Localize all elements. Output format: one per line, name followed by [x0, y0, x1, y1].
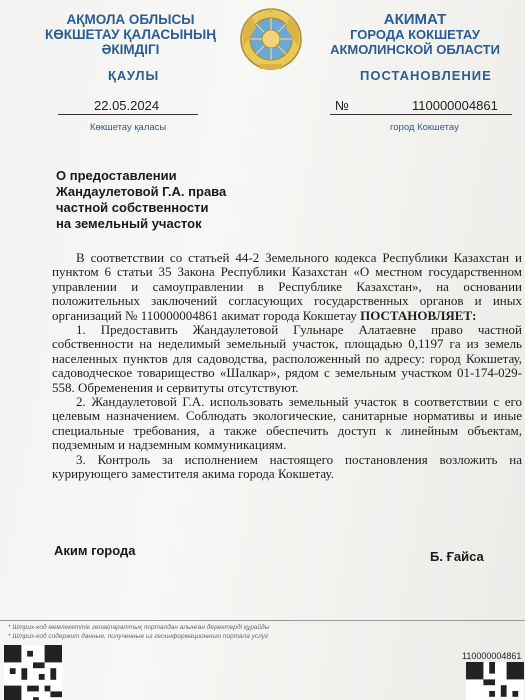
signatory-name: Б. Ғайса: [430, 549, 484, 564]
document-date: 22.05.2024: [94, 98, 160, 113]
number-underline: [330, 114, 512, 115]
document-title: [56, 168, 226, 232]
item-2-paragraph: 2. Жандаулетовой Г.А. использовать земельный участок в соответствии с его целевым назначением. Соблюдать экологические, санитарные нормативы и иные специальные требования, а также обеспечить доступ к линейным объектам, подземным и надземным коммуникациям.: [52, 394, 522, 453]
number-label: №: [335, 98, 349, 113]
header-left-line3: ӘКІМДІГІ: [101, 42, 160, 57]
header-right-line2: ГОРОДА КОКШЕТАУ: [350, 27, 480, 42]
footer-note-kazakh: * Штрих-код мемлекеттік геоақпараттық порталдан алынған деректерді құрайды: [8, 624, 270, 631]
kazakhstan-state-emblem-icon: [238, 6, 304, 72]
city-kazakh: Көкшетау қаласы: [90, 122, 167, 133]
header-left-line1: АҚМОЛА ОБЛЫСЫ: [66, 12, 195, 27]
title-line4: на земельный участок: [56, 216, 202, 231]
header-right-russian: [320, 12, 510, 57]
footer-number: 110000004861: [462, 651, 522, 661]
title-line2: Жандаулетовой Г.А. права: [56, 184, 227, 199]
qr-code-icon: [466, 662, 524, 700]
date-underline: [58, 114, 198, 115]
resolves-text: ПОСТАНОВЛЯЕТ:: [360, 307, 477, 323]
doc-type-kazakh: ҚАУЛЫ: [108, 68, 160, 83]
preamble-paragraph: [52, 251, 522, 323]
header-left-kazakh: [28, 12, 233, 57]
qr-code-icon: [4, 645, 62, 700]
title-line1: О предоставлении: [56, 168, 177, 183]
signatory-position: Аким города: [54, 543, 136, 558]
footer-note-russian: * Штрих-код содержит данные, полученные из геоинформационного портала услуг: [8, 633, 269, 640]
document-number: 110000004861: [412, 98, 498, 113]
document-body: [52, 251, 522, 482]
city-russian: город Кокшетау: [390, 122, 459, 133]
doc-type-russian: ПОСТАНОВЛЕНИЕ: [360, 68, 492, 83]
item-1-paragraph: 1. Предоставить Жандаулетовой Гульнаре Алатаевне право частной собственности на неделимый земельный участок, площадью 0,1197 га из земель населенных пунктов для садоводства, расположенный по адресу: город Кокшетау, садоводческое товарищество «Шалкар», рядом с земельным участком 01-174-029-558. Обременения и сервитуты отсутствуют.: [52, 322, 522, 395]
title-line3: частной собственности: [56, 200, 209, 215]
header-left-line2: КӨКШЕТАУ ҚАЛАСЫНЫҢ: [44, 27, 217, 42]
header-right-line1: АКИМАТ: [383, 11, 447, 28]
item-3-paragraph: 3. Контроль за исполнением настоящего постановления возложить на курирующего заместителя акима города Кокшетау.: [52, 451, 522, 482]
header-right-line3: АКМОЛИНСКОЙ ОБЛАСТИ: [330, 42, 500, 57]
footer-separator: [0, 620, 525, 621]
preamble-text: В соответствии со статьей 44-2 Земельного кодекса Республики Казахстан и пунктом 6 статьи 35 Закона Республики Казахстан «О местном государственном управлении и самоуправлении в Республике Казахстан», на основании положительных заключений согласующих государственных органов и иных организаций № 110000004861 акимат города Кокшетау: [52, 250, 522, 323]
